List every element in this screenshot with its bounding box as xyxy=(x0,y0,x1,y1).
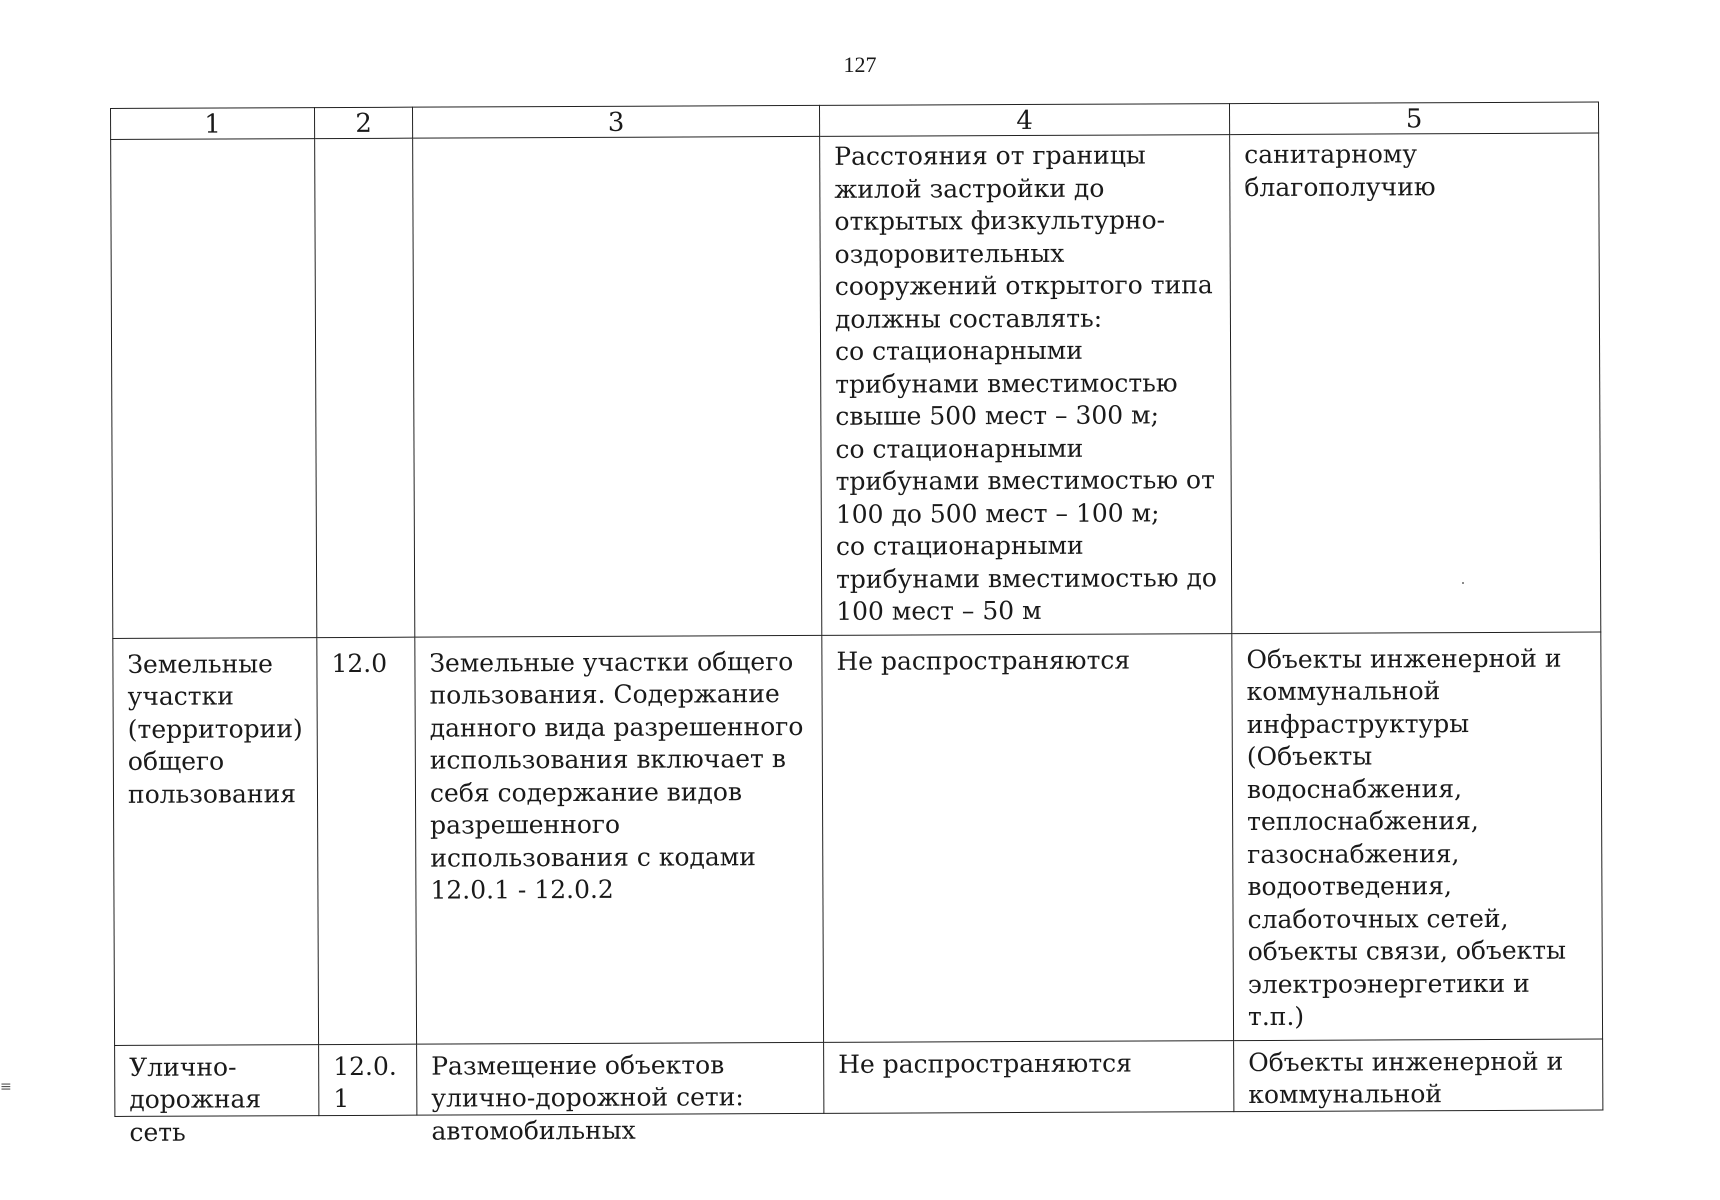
cell-code xyxy=(319,1044,417,1115)
table-row xyxy=(111,133,1601,638)
scan-speck xyxy=(1462,582,1464,584)
cell-text: Размещение объектов улично-дорожной сети: автомобильных xyxy=(431,1049,752,1146)
scan-edge-mark: ≡ xyxy=(0,1079,12,1095)
cell-auxiliary-objects: Объекты инженерной и коммунальной инфраструктуры (Объекты водоснабжения, теплоснабжения, газоснабжения, водоотведения, слаботочных сетей, объекты связи, объекты электроэнергетики и т.п.) xyxy=(1232,632,1603,1041)
cell-text: 12.0.1 xyxy=(333,1051,397,1114)
cell-auxiliary-objects: санитарному благополучию xyxy=(1230,133,1601,633)
column-header-1: 1 xyxy=(111,108,315,140)
table-row xyxy=(113,632,1603,1045)
cell-land-use-type xyxy=(115,1044,319,1147)
cell-land-use-type: Земельные участки (территории) общего пользования xyxy=(113,637,319,1045)
cell-description xyxy=(413,136,822,636)
cell-restrictions xyxy=(824,1040,1234,1113)
table-row xyxy=(115,1038,1603,1115)
column-header-3: 3 xyxy=(412,105,819,138)
cell-text: Не распространяются xyxy=(838,1048,1132,1079)
column-header-5: 5 xyxy=(1229,102,1598,135)
cell-text: Объекты инженерной и коммунальной xyxy=(1248,1046,1572,1110)
column-header-2: 2 xyxy=(315,107,413,138)
cell-code: 12.0 xyxy=(317,637,417,1044)
cell-restrictions: Расстояния от границы жилой застройки до открытых физкультурно-оздоровительных сооружений открытого типа должны составлять: со стационарными трибунами вместимостью свыше 500 мест – 300 м; со стационарными трибунами вместимостью от 100 до 500 мест – 100 м; со стационарными трибунами вместимостью до 100 мест – 50 м xyxy=(820,135,1232,635)
cell-auxiliary-objects xyxy=(1234,1038,1603,1111)
cell-code xyxy=(315,138,415,637)
cell-description: Земельные участки общего пользования. Содержание данного вида разрешенного использования включает в себя содержание видов разрешенного использования с кодами 12.0.1 - 12.0.2 xyxy=(415,635,824,1044)
cell-land-use-type xyxy=(111,139,317,638)
cell-description xyxy=(417,1042,824,1146)
cell-restrictions: Не распространяются xyxy=(822,633,1234,1042)
cell-text: Улично-дорожная сеть xyxy=(129,1051,270,1147)
regulations-table xyxy=(110,102,1603,1147)
page-number: 127 xyxy=(843,52,877,77)
column-header-4: 4 xyxy=(819,104,1229,137)
